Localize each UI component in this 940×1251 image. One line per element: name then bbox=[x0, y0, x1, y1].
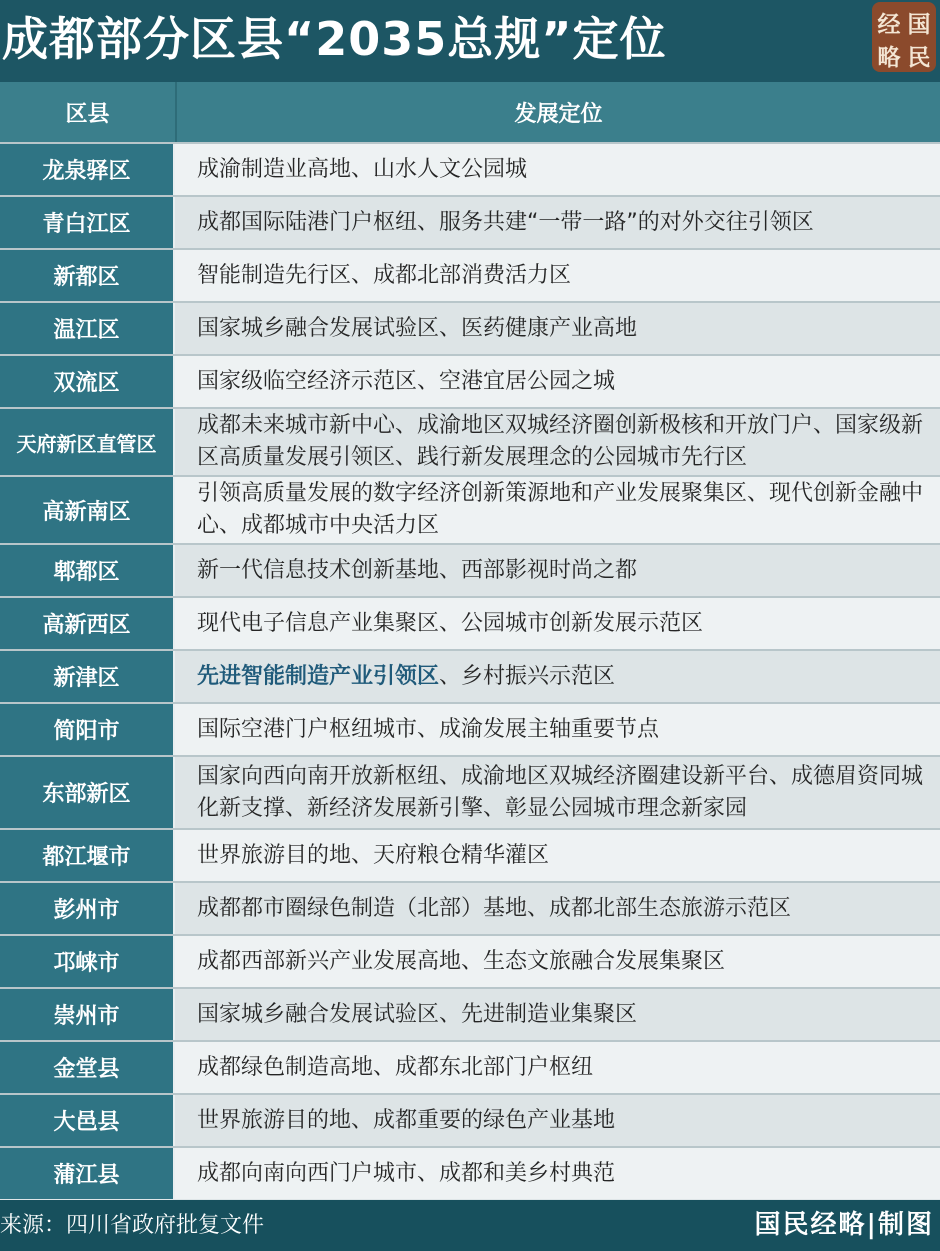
brand-logo bbox=[872, 2, 936, 72]
positioning-cell bbox=[175, 989, 940, 1040]
highlighted-positioning: 先进智能制造产业引领区 bbox=[197, 663, 440, 689]
positioning-text: 国家向西向南开放新枢纽、成渝地区双城经济圈建设新平台、成德眉资同城化新支撑、新经济发展新引擎、彰显公园城市理念新家园 bbox=[197, 763, 924, 821]
positioning-text: 国际空港门户枢纽城市、成渝发展主轴重要节点 bbox=[197, 716, 660, 742]
positioning-text bbox=[197, 661, 615, 693]
district-name-cell: 大邑县 bbox=[0, 1095, 175, 1146]
positioning-cell bbox=[175, 757, 940, 828]
district-name-cell: 邛崃市 bbox=[0, 936, 175, 987]
table-row bbox=[0, 1040, 940, 1093]
district-name-cell: 高新南区 bbox=[0, 477, 175, 543]
positioning-text: 成都都市圈绿色制造（北部）基地、成都北部生态旅游示范区 bbox=[197, 895, 792, 921]
district-name-cell: 天府新区直管区 bbox=[0, 409, 175, 475]
logo-char: 民 bbox=[907, 44, 931, 71]
table-row bbox=[0, 596, 940, 649]
district-name-cell: 高新西区 bbox=[0, 598, 175, 649]
table-row bbox=[0, 195, 940, 248]
table-row bbox=[0, 934, 940, 987]
positioning-cell bbox=[175, 545, 940, 596]
table-body bbox=[0, 142, 940, 1199]
positioning-text: 智能制造先行区、成都北部消费活力区 bbox=[197, 262, 572, 288]
positioning-cell bbox=[175, 303, 940, 354]
table-row bbox=[0, 301, 940, 354]
district-name-cell: 郫都区 bbox=[0, 545, 175, 596]
district-name-cell: 双流区 bbox=[0, 356, 175, 407]
district-name-cell: 简阳市 bbox=[0, 704, 175, 755]
positioning-cell bbox=[175, 598, 940, 649]
positioning-text: 新一代信息技术创新基地、西部影视时尚之都 bbox=[197, 557, 638, 583]
positioning-cell bbox=[175, 144, 940, 195]
footer bbox=[0, 1200, 940, 1251]
page-title: 成都部分区县“2035总规”定位 bbox=[2, 12, 667, 66]
table-row bbox=[0, 987, 940, 1040]
positioning-cell bbox=[175, 704, 940, 755]
district-name-cell: 新津区 bbox=[0, 651, 175, 702]
positioning-cell bbox=[175, 830, 940, 881]
district-name-cell: 彭州市 bbox=[0, 883, 175, 934]
positioning-cell bbox=[175, 477, 940, 543]
positioning-cell bbox=[175, 409, 940, 475]
district-name-cell: 金堂县 bbox=[0, 1042, 175, 1093]
positioning-text: 成都向南向西门户城市、成都和美乡村典范 bbox=[197, 1160, 616, 1186]
positioning-text: 引领高质量发展的数字经济创新策源地和产业发展聚集区、现代创新金融中心、成都城市中央活力区 bbox=[197, 481, 924, 538]
header bbox=[0, 0, 940, 82]
district-name-cell: 都江堰市 bbox=[0, 830, 175, 881]
positioning-cell bbox=[175, 651, 940, 702]
table-row bbox=[0, 881, 940, 934]
table-row bbox=[0, 354, 940, 407]
positioning-cell bbox=[175, 883, 940, 934]
positioning-text: 成渝制造业高地、山水人文公园城 bbox=[197, 156, 528, 182]
positioning-text-rest: 、乡村振兴示范区 bbox=[439, 663, 616, 689]
logo-char: 略 bbox=[877, 44, 901, 71]
table-row bbox=[0, 1146, 940, 1199]
table-header bbox=[0, 82, 940, 142]
positioning-text: 国家级临空经济示范区、空港宜居公园之城 bbox=[197, 368, 616, 394]
positioning-text: 成都国际陆港门户枢纽、服务共建“一带一路”的对外交往引领区 bbox=[197, 209, 814, 235]
district-name-cell: 蒲江县 bbox=[0, 1148, 175, 1199]
positioning-cell bbox=[175, 250, 940, 301]
district-name-cell: 龙泉驿区 bbox=[0, 144, 175, 195]
positioning-text: 成都绿色制造高地、成都东北部门户枢纽 bbox=[197, 1054, 594, 1080]
positioning-cell bbox=[175, 1042, 940, 1093]
table-row bbox=[0, 755, 940, 828]
table-row bbox=[0, 1093, 940, 1146]
logo-char: 国 bbox=[907, 11, 931, 38]
column-header-district: 区县 bbox=[0, 82, 177, 142]
positioning-cell bbox=[175, 1148, 940, 1199]
brand-credit: 国民经略|制图 bbox=[754, 1210, 934, 1240]
district-name-cell: 崇州市 bbox=[0, 989, 175, 1040]
table-row bbox=[0, 828, 940, 881]
positioning-cell bbox=[175, 936, 940, 987]
positioning-text: 成都未来城市新中心、成渝地区双城经济圈创新极核和开放门户、国家级新区高质量发展引领区、践行新发展理念的公园城市先行区 bbox=[197, 413, 924, 470]
logo-char: 经 bbox=[877, 11, 901, 38]
table-row bbox=[0, 248, 940, 301]
district-name-cell: 青白江区 bbox=[0, 197, 175, 248]
table-row bbox=[0, 543, 940, 596]
table-row bbox=[0, 649, 940, 702]
positioning-text: 世界旅游目的地、天府粮仓精华灌区 bbox=[197, 842, 550, 868]
positioning-table bbox=[0, 82, 940, 1200]
district-name-cell: 新都区 bbox=[0, 250, 175, 301]
positioning-text: 现代电子信息产业集聚区、公园城市创新发展示范区 bbox=[197, 610, 704, 636]
positioning-text: 国家城乡融合发展试验区、先进制造业集聚区 bbox=[197, 1001, 638, 1027]
positioning-cell bbox=[175, 197, 940, 248]
table-row bbox=[0, 407, 940, 475]
positioning-text: 世界旅游目的地、成都重要的绿色产业基地 bbox=[197, 1107, 616, 1133]
source-note: 来源：四川省政府批复文件 bbox=[0, 1213, 265, 1238]
table-row bbox=[0, 702, 940, 755]
positioning-text: 国家城乡融合发展试验区、医药健康产业高地 bbox=[197, 315, 638, 341]
positioning-cell bbox=[175, 356, 940, 407]
positioning-text: 成都西部新兴产业发展高地、生态文旅融合发展集聚区 bbox=[197, 948, 726, 974]
table-row bbox=[0, 475, 940, 543]
positioning-cell bbox=[175, 1095, 940, 1146]
district-name-cell: 温江区 bbox=[0, 303, 175, 354]
column-header-positioning: 发展定位 bbox=[514, 101, 603, 127]
table-row bbox=[0, 142, 940, 195]
district-name-cell: 东部新区 bbox=[0, 757, 175, 828]
